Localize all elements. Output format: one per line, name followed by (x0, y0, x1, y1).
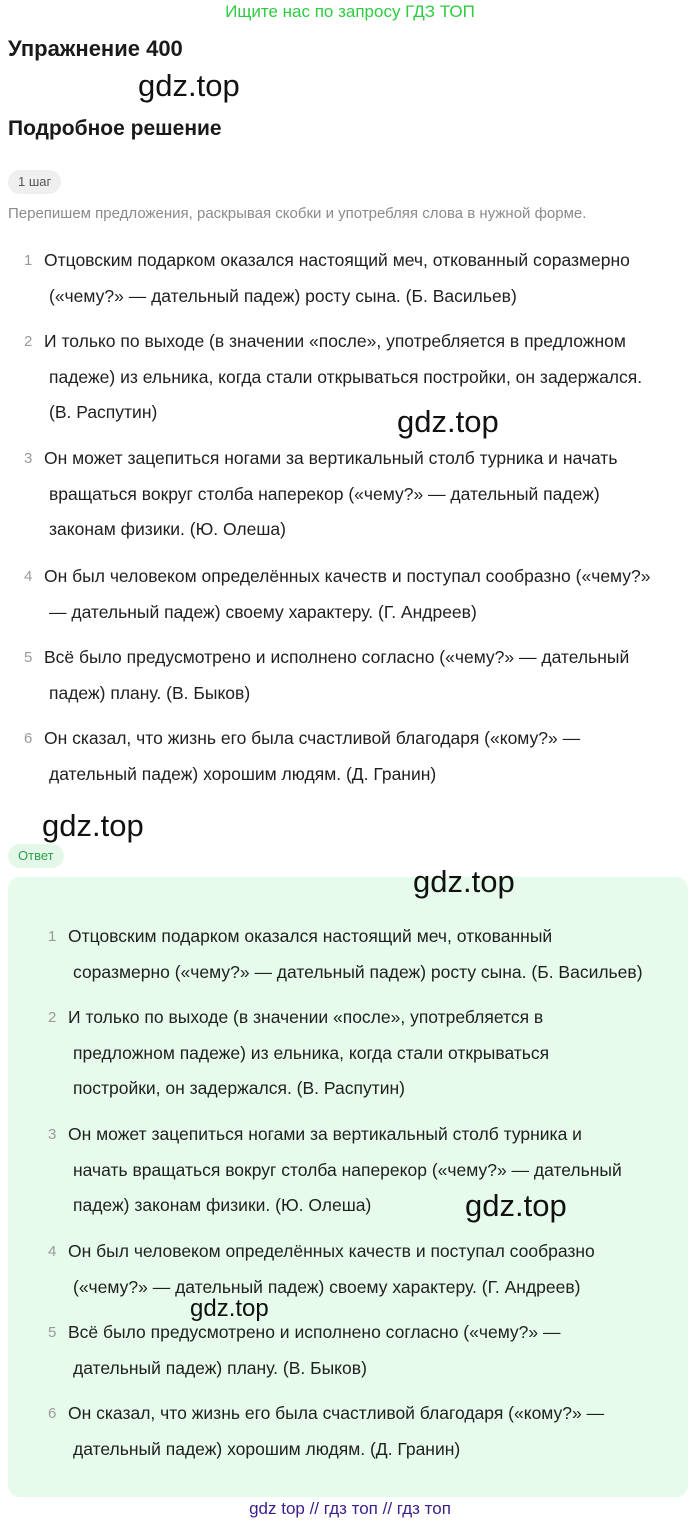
search-banner: Ищите нас по запросу ГДЗ ТОП (225, 2, 475, 21)
watermark: gdz.top (138, 68, 240, 103)
watermark: gdz.top (465, 1188, 567, 1223)
item-text-line: Он был человеком определённых качеств и поступал сообразно (68, 1241, 595, 1261)
item-number: 5 (48, 1324, 57, 1341)
item-text-line: («чему?» — дательный падеж) росту сына. (Б. Васильев) (49, 285, 517, 306)
item-text-line: падеж) плану. (В. Быков) (49, 682, 251, 703)
item-text-line: Он может зацепиться ногами за вертикальный столб турника и начать (44, 448, 618, 468)
item-text-line: соразмерно («чему?» — дательный падеж) росту сына. (Б. Васильев) (73, 961, 643, 982)
answer-badge: Ответ (8, 844, 64, 868)
item-text-line: начать вращаться вокруг столба наперекор («чему?» — дательный (73, 1159, 622, 1180)
step-badge: 1 шаг (8, 170, 61, 194)
watermark: gdz.top (190, 1295, 269, 1322)
item-text-line: Он сказал, что жизнь его была счастливой благодаря («кому?» — (68, 1403, 605, 1423)
item-text-line: падеже) из ельника, когда стали открываться постройки, он задержался. (49, 366, 643, 387)
item-text-line: И только по выходе (в значении «после», употребляется в предложном (44, 331, 626, 351)
item-number: 2 (48, 1009, 57, 1026)
item-text-line: постройки, он задержался. (В. Распутин) (73, 1078, 405, 1098)
footer-links: gdz top // гдз топ // гдз топ (249, 1499, 451, 1518)
item-number: 6 (24, 730, 33, 747)
item-number: 2 (24, 333, 33, 350)
section-title: Подробное решение (8, 117, 222, 140)
item-number: 6 (48, 1405, 57, 1422)
item-text-line: предложном падеже) из ельника, когда стали открываться (73, 1042, 550, 1063)
item-number: 3 (24, 450, 33, 467)
item-text-line: Он сказал, что жизнь его была счастливой благодаря («кому?» — (44, 728, 581, 748)
watermark: gdz.top (397, 404, 499, 439)
item-number: 5 (24, 649, 33, 666)
item-text-line: Отцовским подарком оказался настоящий меч, откованный (68, 926, 553, 946)
watermark: gdz.top (42, 808, 144, 843)
item-text-line: дательный падеж) плану. (В. Быков) (73, 1357, 367, 1378)
item-text-line: Он может зацепиться ногами за вертикальный столб турника и (68, 1124, 582, 1144)
item-text-line: И только по выходе (в значении «после», употребляется в (68, 1007, 544, 1027)
item-number: 4 (24, 568, 33, 585)
item-number: 1 (48, 928, 57, 945)
item-text-line: Всё было предусмотрено и исполнено согласно («чему?» — (68, 1322, 561, 1342)
item-text-line: падеж) законам физики. (Ю. Олеша) (73, 1195, 372, 1215)
item-text-line: («чему?» — дательный падеж) своему характеру. (Г. Андреев) (73, 1276, 581, 1297)
watermark: gdz.top (413, 864, 515, 899)
item-text-line: законам физики. (Ю. Олеша) (49, 519, 286, 539)
item-text-line: Отцовским подарком оказался настоящий меч, откованный соразмерно (44, 250, 630, 270)
item-text-line: — дательный падеж) своему характеру. (Г. Андреев) (49, 601, 477, 622)
item-text-line: дательный падеж) хорошим людям. (Д. Гранин) (73, 1438, 461, 1459)
item-text-line: вращаться вокруг столба наперекор («чему?» — дательный падеж) (49, 483, 600, 504)
page-title: Упражнение 400 (8, 36, 183, 61)
item-number: 4 (48, 1243, 57, 1260)
intro-text: Перепишем предложения, раскрывая скобки и употребляя слова в нужной форме. (8, 205, 587, 222)
item-text-line: дательный падеж) хорошим людям. (Д. Гранин) (49, 763, 437, 784)
item-text-line: (В. Распутин) (49, 402, 158, 422)
item-number: 3 (48, 1126, 57, 1143)
item-text-line: Всё было предусмотрено и исполнено согласно («чему?» — дательный (44, 647, 630, 667)
item-text-line: Он был человеком определённых качеств и поступал сообразно («чему?» (44, 566, 651, 586)
item-number: 1 (24, 252, 33, 269)
